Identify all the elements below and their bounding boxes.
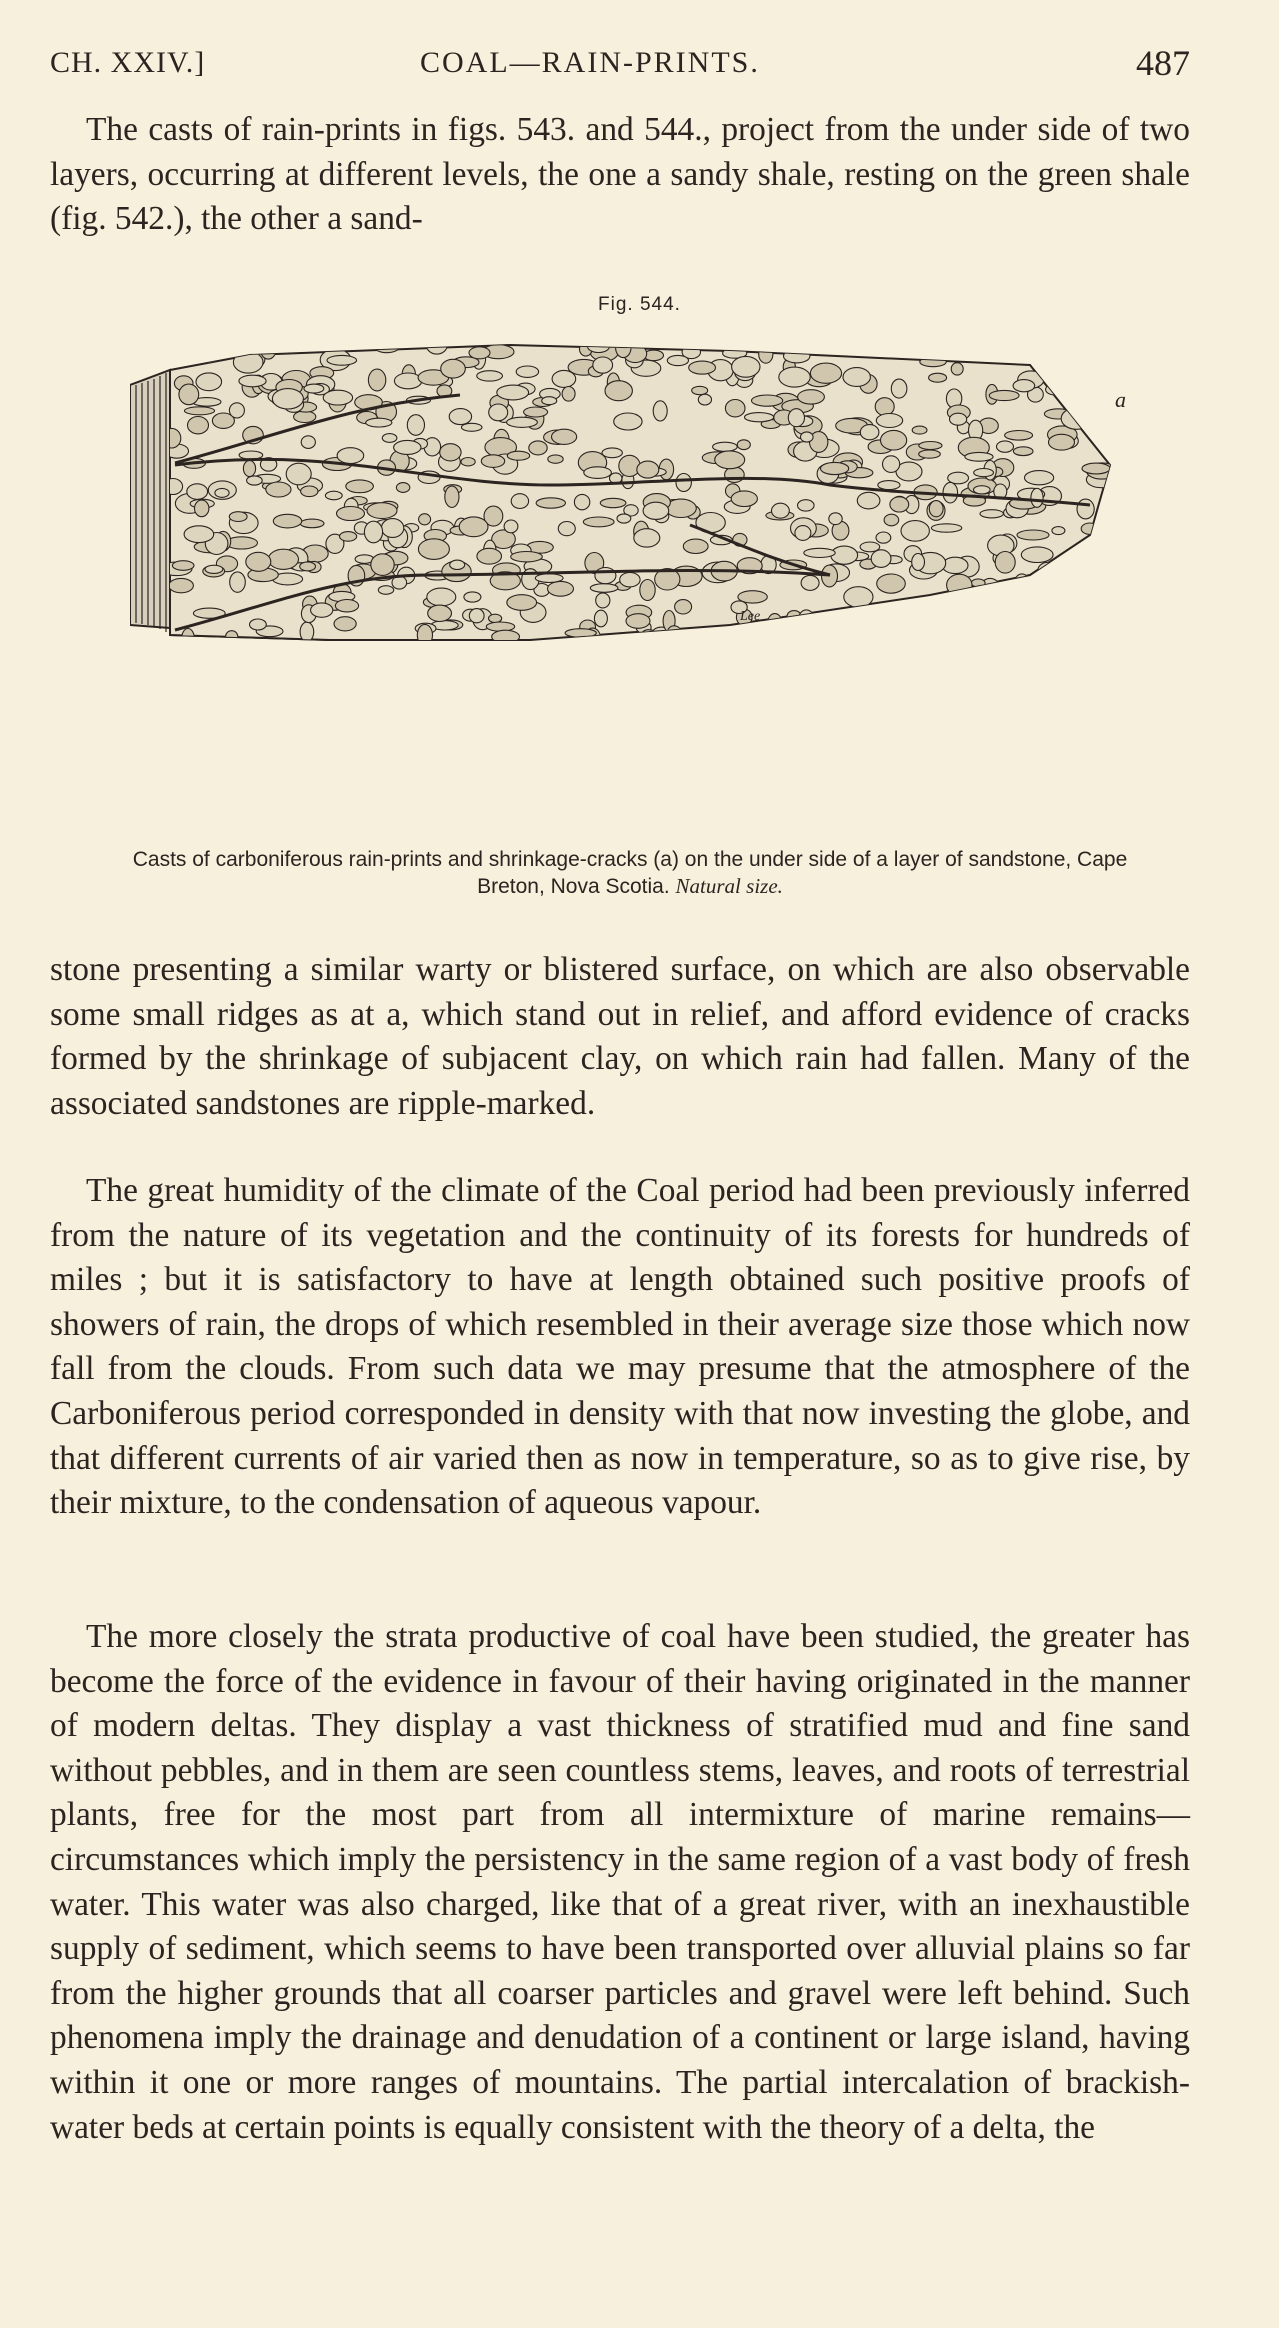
paragraph-intro: The casts of rain-prints in figs. 543. and 544., project from the under side of two layers, occurring at different levels, the one a sandy shale, resting on the green shale (fig. 542.), the other a sand- (50, 111, 1190, 238)
rain-print-cast (418, 539, 449, 560)
rain-print-cast (974, 469, 994, 477)
rain-print-cast (860, 425, 879, 440)
rain-print-cast (464, 592, 481, 602)
rain-print-cast (619, 455, 640, 476)
rain-print-cast (368, 369, 385, 391)
rain-print-cast (843, 368, 870, 387)
rain-print-cast (1046, 384, 1064, 395)
rain-print-cast (552, 370, 576, 387)
rain-print-cast (1066, 609, 1095, 627)
rain-print-cast (239, 375, 266, 387)
rain-print-cast (738, 591, 767, 603)
rain-print-cast (955, 598, 983, 617)
rain-print-cast (461, 458, 475, 466)
rain-print-cast (445, 486, 459, 507)
rain-print-cast (179, 384, 199, 405)
rain-print-cast (507, 451, 529, 460)
rain-print-cast (801, 575, 819, 590)
rain-print-cast (230, 572, 246, 592)
rain-print-cast (1039, 578, 1067, 590)
rain-print-cast (364, 521, 382, 543)
rain-print-cast (713, 442, 738, 451)
rain-print-cast (617, 514, 631, 523)
rain-print-cast (620, 573, 640, 587)
rain-print-cast (426, 336, 447, 354)
rain-print-cast (459, 517, 488, 537)
rain-print-cast (784, 349, 810, 363)
rain-print-cast (980, 510, 1003, 518)
rain-print-cast (301, 486, 318, 497)
rain-print-cast (643, 502, 669, 519)
figure-rain-prints (130, 335, 1130, 835)
rain-print-cast (548, 581, 574, 596)
rain-print-cast (428, 605, 452, 621)
rain-print-cast (821, 462, 849, 474)
rain-print-cast (1082, 463, 1110, 474)
rain-print-cast (375, 342, 400, 353)
rain-print-cast (901, 521, 929, 542)
rain-print-cast (1005, 431, 1033, 441)
rain-print-cast (916, 612, 933, 632)
rain-print-cast (529, 441, 547, 455)
rain-print-cast (394, 440, 421, 454)
rain-print-cast (548, 455, 563, 463)
rain-print-cast (779, 342, 791, 353)
rain-print-cast (795, 526, 811, 541)
rain-print-cast (637, 461, 659, 478)
rain-print-cast (772, 503, 790, 518)
rain-print-cast (752, 395, 783, 406)
rain-print-cast (1017, 530, 1049, 540)
rain-print-cast (605, 381, 632, 401)
rain-print-cast (492, 630, 520, 643)
rain-print-cast (1023, 622, 1049, 633)
rain-print-cast (640, 580, 655, 601)
rain-print-cast (407, 415, 424, 436)
rain-print-cast (486, 622, 514, 631)
rain-print-cast (507, 595, 537, 611)
rain-print-cast (1047, 367, 1066, 376)
rain-print-cast (246, 552, 271, 571)
rain-print-cast (172, 561, 194, 571)
rain-print-cast (931, 524, 961, 532)
rain-print-cast (875, 398, 894, 416)
rain-print-cast (396, 483, 409, 493)
paragraph-deltas: The more closely the strata productive of coal have been studied, the greater has become the force of the evidence in favour of their having originated in the manner of modern deltas. They display a vast thickness of stratified mud and fine sand without pebbles, and in them are seen countless stems, leaves, and roots of terrestrial plants, free for the most part from all intermixture of marine remains—circumstances which imply the persistency in the same region of a vast body of fresh water. This water was also charged, like that of a great river, with an inexhaustible supply of sediment, which seems to have been transported over alluvial plains so far from the higher grounds that all coarser particles and gravel were left behind. Such phenomena imply the drainage and denudation of a continent or large island, having within it one or more ranges of mountains. The partial intercalation of brackish-water beds at certain points is equally consistent with the theory of a delta, the (50, 1618, 1190, 2146)
rain-print-cast (1049, 434, 1075, 450)
rain-print-cast (1061, 408, 1092, 430)
rain-print-cast (367, 503, 397, 519)
rain-print-cast (184, 348, 215, 359)
rain-print-cast (972, 622, 987, 641)
rain-print-cast (169, 578, 194, 592)
rain-print-cast (799, 610, 815, 629)
rain-print-cast (243, 460, 255, 476)
rain-print-cast (883, 456, 900, 473)
rain-print-cast (890, 497, 909, 512)
rain-print-cast (327, 355, 357, 365)
rain-print-cast (731, 491, 757, 507)
rain-print-cast (584, 467, 612, 479)
rain-print-cast (1083, 338, 1097, 355)
rain-print-cast (311, 603, 333, 617)
rain-print-cast (824, 622, 848, 635)
rain-print-cast (683, 539, 708, 553)
rain-print-cast (542, 397, 557, 405)
rain-print-cast (481, 455, 504, 468)
rain-print-cast (489, 614, 502, 622)
rain-print-cast (593, 357, 613, 373)
rain-print-cast (1092, 581, 1112, 598)
rain-print-cast (884, 514, 899, 526)
rain-print-cast (300, 519, 324, 528)
rain-print-cast (304, 384, 324, 393)
rain-print-cast (600, 498, 626, 507)
rain-print-cast (626, 614, 650, 629)
rain-print-cast (972, 613, 988, 632)
rain-print-cast (997, 441, 1014, 452)
rain-print-cast (346, 480, 374, 493)
rain-print-cast (676, 474, 691, 492)
rain-print-cast (850, 627, 872, 636)
rain-print-cast (552, 429, 577, 444)
rain-print-cast (268, 549, 298, 569)
rain-print-cast (826, 344, 843, 354)
rain-print-cast (596, 593, 610, 608)
rain-print-cast (779, 367, 810, 387)
rain-print-cast (1052, 527, 1065, 535)
rain-print-cast (211, 338, 239, 358)
rain-print-cast (215, 488, 229, 497)
rain-print-cast (247, 476, 263, 485)
rain-print-cast (943, 482, 958, 503)
rain-print-cast (449, 409, 471, 425)
rain-print-cast (829, 513, 842, 525)
rain-print-cast (558, 522, 575, 536)
rain-print-cast (876, 414, 902, 428)
rain-print-cast (427, 588, 456, 606)
caption-scale: Natural size. (675, 874, 783, 898)
rain-print-cast (583, 517, 614, 527)
figure-caption (130, 846, 1130, 900)
rain-print-cast (893, 607, 907, 626)
rain-print-cast (340, 532, 357, 542)
rain-print-cast (300, 622, 314, 642)
rain-print-cast (335, 600, 358, 612)
running-header (50, 42, 1190, 86)
rain-print-cast (1049, 577, 1069, 586)
rain-print-cast (594, 610, 607, 627)
figure-marker-a: a (1115, 387, 1126, 412)
rain-print-cast (689, 361, 716, 374)
rain-print-cast (188, 417, 209, 434)
rain-prints-engraving-icon (130, 335, 1130, 835)
rain-print-cast (334, 617, 356, 631)
rain-print-cast (261, 340, 276, 359)
rain-print-cast (1080, 346, 1111, 365)
rain-print-cast (1025, 471, 1054, 485)
caption-text: Casts of carboniferous rain-prints and shrinkage-cracks (a) on the under side of a layer of sandstone, Cape Breton, Nova Scotia. (132, 848, 1128, 898)
rain-print-cast (440, 444, 461, 461)
rain-print-cast (196, 373, 222, 391)
rain-print-cast (286, 463, 311, 485)
rain-print-cast (759, 345, 773, 363)
rain-print-cast (745, 413, 774, 422)
rain-print-cast (737, 440, 750, 450)
rain-print-cast (371, 554, 394, 576)
rain-print-cast (300, 562, 316, 571)
rain-print-cast (871, 550, 891, 568)
rain-print-cast (920, 357, 946, 367)
rain-print-cast (497, 385, 529, 400)
running-title: COAL—RAIN-PRINTS. (420, 46, 760, 79)
rain-print-cast (1068, 340, 1088, 356)
rain-print-cast (450, 560, 465, 569)
rain-print-cast (469, 347, 490, 359)
rain-print-cast (668, 626, 681, 638)
rain-print-cast (511, 552, 543, 562)
rain-print-cast (989, 390, 1019, 400)
rain-print-cast (715, 451, 745, 469)
engraver-signature: Lee (740, 609, 761, 624)
rain-print-cast (590, 584, 618, 593)
rain-print-cast (477, 371, 503, 381)
rain-print-cast (831, 546, 858, 564)
rain-print-cast (1087, 547, 1113, 560)
rain-print-cast (827, 614, 849, 623)
rain-print-cast (229, 403, 244, 418)
rain-print-cast (182, 629, 195, 648)
rain-print-cast (1094, 531, 1109, 548)
rain-print-cast (1013, 447, 1033, 456)
rain-print-cast (507, 417, 538, 427)
rain-print-cast (272, 389, 303, 409)
rain-print-cast (477, 548, 502, 564)
paragraph-humidity: The great humidity of the climate of the Coal period had been previously inferred from the nature of its vegetation and the continuity of its forests for hundreds of miles ; but it is satisfactory to have at length obtained such positive proofs of showers of rain, the drops of which resembled in their average size those which now fall from the clouds. From such data we may presume that the atmosphere of the Carboniferous period corresponded in density with that now investing the globe, and that different currents of air varied then as now in temperature, so as to give rise, by their mixture, to the condensation of aqueous vapour. (50, 1172, 1190, 1522)
rain-print-cast (804, 548, 835, 557)
rain-print-cast (323, 390, 352, 405)
rain-print-cast (725, 467, 745, 483)
rain-print-cast (965, 452, 993, 461)
rain-print-cast (912, 554, 925, 571)
rain-print-cast (1081, 523, 1098, 534)
rain-print-cast (266, 482, 291, 497)
rain-print-cast (1021, 547, 1053, 563)
rain-print-cast (974, 486, 991, 494)
rain-print-cast (768, 614, 782, 631)
rain-print-cast (919, 450, 941, 458)
rain-print-cast (1031, 488, 1043, 507)
rain-print-cast (732, 356, 760, 377)
rain-print-cast (886, 623, 910, 638)
rain-print-cast (205, 565, 223, 573)
rain-print-cast (929, 373, 947, 382)
rain-print-cast (524, 407, 548, 417)
rain-print-cast (184, 407, 214, 415)
rain-print-cast (878, 481, 900, 490)
paragraph-continuation: stone presenting a similar warty or blistered surface, on which are also observable some small ridges as at a, which stand out in relief, and afford evidence of cracks formed by the shrinkage of subjacent clay, on which rain had fallen. Many of the associated sandstones are ripple-marked. (50, 951, 1190, 1122)
rain-print-cast (1103, 344, 1115, 355)
rain-print-cast (337, 448, 364, 464)
rain-print-cast (226, 631, 238, 643)
rain-print-cast (1088, 414, 1101, 433)
rain-print-cast (229, 512, 247, 522)
rain-print-cast (325, 491, 342, 500)
rain-print-cast (950, 413, 967, 425)
rain-print-cast (903, 630, 917, 645)
rain-print-cast (382, 434, 397, 443)
rain-print-cast (614, 413, 642, 430)
rain-print-cast (574, 494, 589, 509)
rain-print-cast (1077, 499, 1094, 519)
rain-print-cast (313, 341, 337, 350)
rain-print-cast (929, 501, 943, 517)
rain-print-cast (273, 514, 301, 528)
rain-print-cast (504, 520, 518, 533)
rain-print-cast (798, 500, 815, 511)
rain-print-cast (301, 436, 315, 449)
rain-print-cast (860, 542, 880, 552)
rain-print-cast (366, 418, 392, 427)
rain-print-cast (995, 552, 1015, 574)
rain-print-cast (912, 426, 927, 434)
rain-print-cast (419, 514, 431, 525)
rain-print-cast (675, 600, 692, 614)
rain-print-cast (801, 432, 814, 442)
figure-label: Fig. 544. (598, 294, 681, 315)
rain-print-cast (394, 373, 421, 389)
rain-print-cast (949, 346, 968, 361)
rain-print-cast (810, 363, 841, 383)
rain-print-cast (250, 619, 267, 630)
rain-print-cast (857, 492, 880, 509)
rain-print-cast (602, 448, 622, 458)
rain-print-cast (595, 568, 616, 584)
rain-print-cast (417, 624, 432, 645)
rain-print-cast (942, 557, 968, 573)
rain-print-cast (698, 394, 711, 405)
rain-print-cast (461, 423, 482, 431)
rain-print-cast (1032, 344, 1061, 366)
rain-print-cast (489, 404, 508, 421)
rain-print-cast (692, 386, 708, 394)
rain-print-cast (511, 494, 528, 509)
rain-print-cast (634, 529, 660, 547)
rain-print-cast (947, 574, 972, 596)
rain-print-cast (378, 586, 393, 595)
rain-print-cast (337, 507, 365, 521)
rain-print-cast (877, 574, 906, 593)
rain-print-cast (798, 390, 825, 404)
rain-print-cast (881, 430, 907, 450)
rain-print-cast (294, 411, 316, 423)
rain-print-cast (469, 609, 484, 623)
page-number: 487 (1136, 43, 1190, 83)
rain-print-cast (187, 484, 208, 500)
rain-print-cast (1081, 389, 1102, 407)
rain-print-cast (919, 442, 942, 450)
rain-print-cast (441, 359, 466, 378)
rain-print-cast (653, 401, 667, 421)
rain-print-cast (667, 355, 688, 365)
rain-print-cast (1063, 575, 1094, 586)
rain-print-cast (535, 574, 563, 583)
rain-print-cast (562, 387, 575, 402)
rain-print-cast (902, 343, 929, 357)
rain-print-cast (1038, 562, 1058, 578)
rain-print-cast (876, 532, 891, 543)
rain-print-cast (868, 626, 890, 645)
rain-print-cast (195, 500, 209, 517)
rain-print-cast (1064, 366, 1086, 387)
rain-print-cast (788, 409, 804, 427)
rain-print-cast (909, 620, 938, 636)
rain-print-cast (1064, 550, 1085, 562)
rain-print-cast (516, 366, 538, 377)
rain-print-cast (184, 526, 214, 543)
rain-print-cast (1083, 556, 1113, 574)
rain-print-cast (731, 634, 754, 645)
rain-print-cast (951, 363, 963, 375)
rain-print-cast (725, 400, 745, 417)
rain-print-cast (1013, 380, 1035, 392)
chapter-label: CH. XXIV.] (50, 46, 206, 79)
rain-print-cast (381, 519, 403, 538)
rain-print-cast (536, 498, 565, 508)
rain-print-cast (891, 379, 907, 398)
